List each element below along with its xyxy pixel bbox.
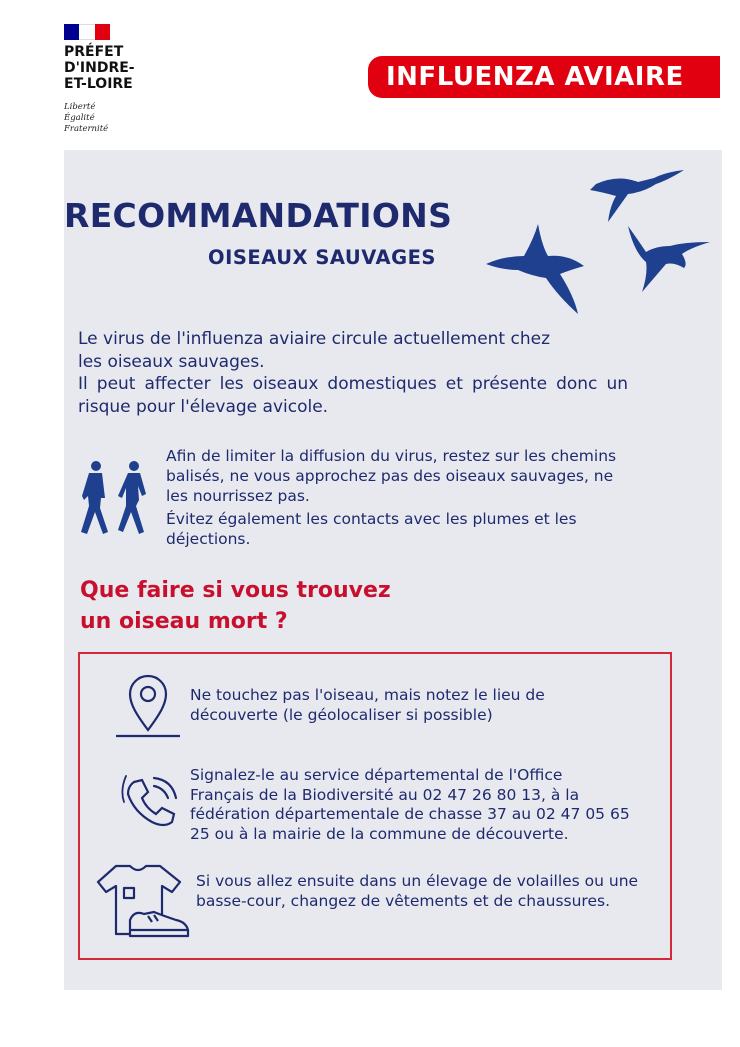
prefecture-name-line: D'INDRE- [64, 60, 135, 76]
motto-line: Fraternité [64, 124, 109, 134]
page-subtitle: OISEAUX SAUVAGES [208, 246, 436, 269]
page-title: RECOMMANDATIONS [64, 196, 453, 235]
dead-bird-question [80, 575, 480, 637]
advice-text [166, 446, 636, 552]
intro-paragraph: Le virus de l'influenza aviaire circule actuellement chez les oiseaux sauvages. [78, 329, 550, 372]
prefecture-name-line: PRÉFET [64, 44, 124, 60]
republic-flag-logo [64, 24, 110, 40]
question-line: Que faire si vous trouvez [80, 578, 391, 603]
step-text: Signalez-le au service départemental de l'Office Français de la Biodiversité au 02 47 26 80 13, à la fédération départementale de chasse 37 au 02 47 05 65 25 ou à la mairie de la commune de découverte. [190, 766, 630, 843]
clothes-shoes-icon [94, 862, 190, 942]
step-text: Ne touchez pas l'oiseau, mais notez le lieu de découverte (le géolocaliser si possible) [190, 686, 545, 724]
hikers-icon [76, 460, 160, 536]
republic-motto [64, 102, 144, 135]
topic-banner: INFLUENZA AVIAIRE [368, 56, 720, 98]
advice-line: Évitez également les contacts avec les plumes et les déjections. [166, 510, 577, 548]
prefecture-name-line: ET-LOIRE [64, 76, 133, 92]
motto-line: Liberté [64, 102, 96, 112]
intro-paragraph: Il peut affecter les oiseaux domestiques et présente donc un risque pour l'élevage avicole. [78, 374, 628, 417]
step-text: Si vous allez ensuite dans un élevage de volailles ou une basse-cour, changez de vêtements et de chaussures. [196, 872, 639, 910]
motto-line: Égalité [64, 113, 95, 123]
location-pin-icon [112, 672, 184, 742]
birds-silhouette-icon [478, 160, 718, 320]
question-line: un oiseau mort ? [80, 609, 288, 634]
phone-call-icon [120, 772, 182, 832]
advice-line: Afin de limiter la diffusion du virus, restez sur les chemins balisés, ne vous approchez pas des oiseaux sauvages, ne les nourrissez pas. [166, 447, 617, 505]
intro-text [78, 328, 628, 418]
prefecture-name [64, 44, 174, 92]
